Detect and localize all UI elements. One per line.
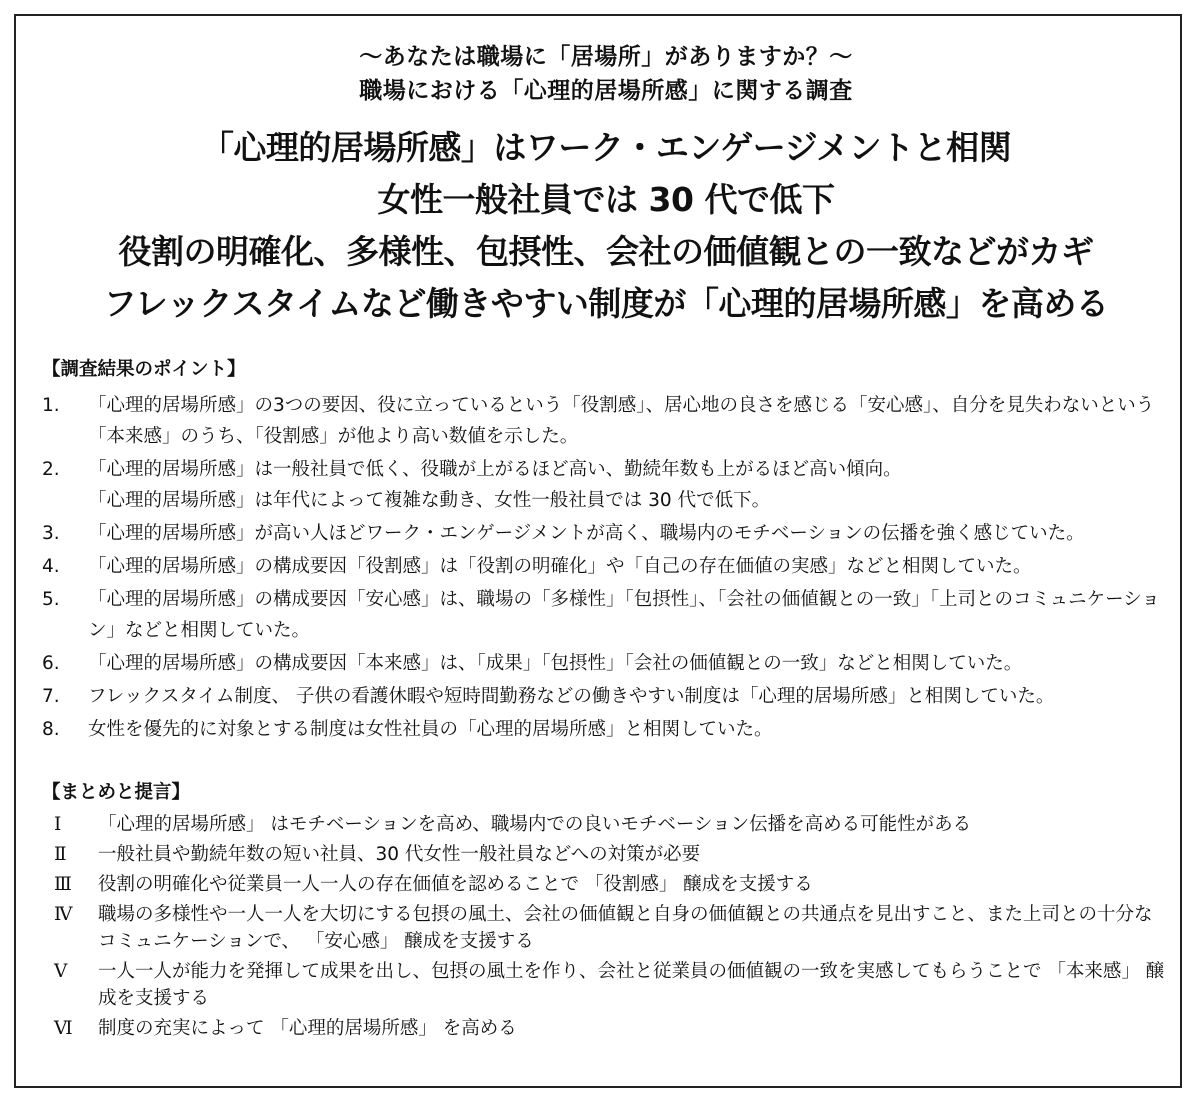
- point-number: 6.: [42, 653, 60, 674]
- summary-number: Ⅴ: [54, 961, 68, 982]
- point-item: [42, 584, 1170, 646]
- point-text: 「心理的居場所感」の3つの要因、役に立っているという「役割感」、居心地の良さを感じる「安心感」、自分を見失わないという「本来感」のうち、「役割感」が他より高い数値を示した。: [88, 395, 1155, 447]
- point-text: 「心理的居場所感」の構成要因「安心感」は、職場の「多様性」「包摂性」、「会社の価値観との一致」「上司とのコミュニケーション」などと相関していた。: [88, 589, 1160, 641]
- point-item: [42, 648, 1170, 679]
- summary-text: 一般社員や勤続年数の短い社員、30 代女性一般社員などへの対策が必要: [98, 844, 701, 865]
- summary-number: Ⅵ: [54, 1018, 73, 1039]
- point-text-line: 「心理的居場所感」は年代によって複雑な動き、女性一般社員では 30 代で低下。: [88, 490, 771, 511]
- point-text: [88, 454, 1170, 516]
- point-number: 5.: [42, 589, 60, 610]
- point-number: 7.: [42, 686, 60, 707]
- summary-text: 職場の多様性や一人一人を大切にする包摂の風土、会社の価値観と自身の価値観との共通点を見出すこと、また上司との十分なコミュニケーションで、 「安心感」 醸成を支援する: [98, 904, 1153, 952]
- point-text-line: 「心理的居場所感」は一般社員で低く、役職が上がるほど高い、勤続年数も上がるほど高い傾向。: [88, 459, 902, 480]
- document-frame: [14, 14, 1182, 1088]
- points-list: [42, 390, 1170, 745]
- summary-number: Ⅲ: [54, 874, 72, 895]
- summary-text: 一人一人が能力を発揮して成果を出し、包摂の風土を作り、会社と従業員の価値観の一致を実感してもらうことで 「本来感」 醸成を支援する: [98, 961, 1165, 1009]
- point-number: 4.: [42, 556, 60, 577]
- headline-1: 「心理的居場所感」はワーク・エンゲージメントと相関: [200, 128, 1012, 167]
- summary-item: [42, 841, 1170, 868]
- headlines: [42, 122, 1170, 330]
- point-item: [42, 454, 1170, 516]
- summary-text: 制度の充実によって 「心理的居場所感」 を高める: [98, 1018, 517, 1039]
- summary-number: Ⅱ: [54, 844, 67, 865]
- summary-section-title: 【まとめと提言】: [42, 782, 191, 803]
- point-text: 女性を優先的に対象とする制度は女性社員の「心理的居場所感」と相関していた。: [88, 719, 773, 740]
- summary-text: 「心理的居場所感」 はモチベーションを高め、職場内での良いモチベーション伝播を高める可能性がある: [98, 814, 972, 835]
- point-item: [42, 390, 1170, 452]
- headline-3: 役割の明確化、多様性、包摂性、会社の価値観との一致などがカギ: [118, 232, 1094, 271]
- summary-item: [42, 811, 1170, 838]
- headline-4: フレックスタイムなど働きやすい制度が「心理的居場所感」を高める: [103, 284, 1109, 323]
- summary-list: [42, 811, 1170, 1042]
- summary-number: Ⅳ: [54, 904, 73, 925]
- summary-text: 役割の明確化や従業員一人一人の存在価値を認めることで 「役割感」 醸成を支援する: [98, 874, 813, 895]
- point-item: [42, 681, 1170, 712]
- point-item: [42, 714, 1170, 745]
- point-number: 2.: [42, 459, 60, 480]
- subtitle-line-2: 職場における「心理的居場所感」に関する調査: [359, 78, 853, 104]
- point-number: 3.: [42, 523, 60, 544]
- point-item: [42, 551, 1170, 582]
- point-number: 1.: [42, 395, 60, 416]
- summary-item: [42, 1015, 1170, 1042]
- headline-2: 女性一般社員では 30 代で低下: [377, 180, 835, 219]
- point-item: [42, 518, 1170, 549]
- summary-item: [42, 901, 1170, 955]
- summary-item: [42, 958, 1170, 1012]
- point-text: 「心理的居場所感」の構成要因「役割感」は「役割の明確化」や「自己の存在価値の実感」などと相関していた。: [88, 556, 1032, 577]
- subtitle-line-1: 〜あなたは職場に「居場所」がありますか？〜: [359, 44, 853, 70]
- points-section-title: 【調査結果のポイント】: [42, 359, 246, 380]
- point-number: 8.: [42, 719, 60, 740]
- point-text: 「心理的居場所感」の構成要因「本来感」は、「成果」「包摂性」「会社の価値観との一致」などと相関していた。: [88, 653, 1023, 674]
- summary-item: [42, 871, 1170, 898]
- point-text: 「心理的居場所感」が高い人ほどワーク・エンゲージメントが高く、職場内のモチベーションの伝播を強く感じていた。: [88, 523, 1085, 544]
- summary-number: Ⅰ: [54, 814, 62, 835]
- point-text: フレックスタイム制度、 子供の看護休暇や短時間勤務などの働きやすい制度は「心理的居場所感」と相関していた。: [88, 686, 1055, 707]
